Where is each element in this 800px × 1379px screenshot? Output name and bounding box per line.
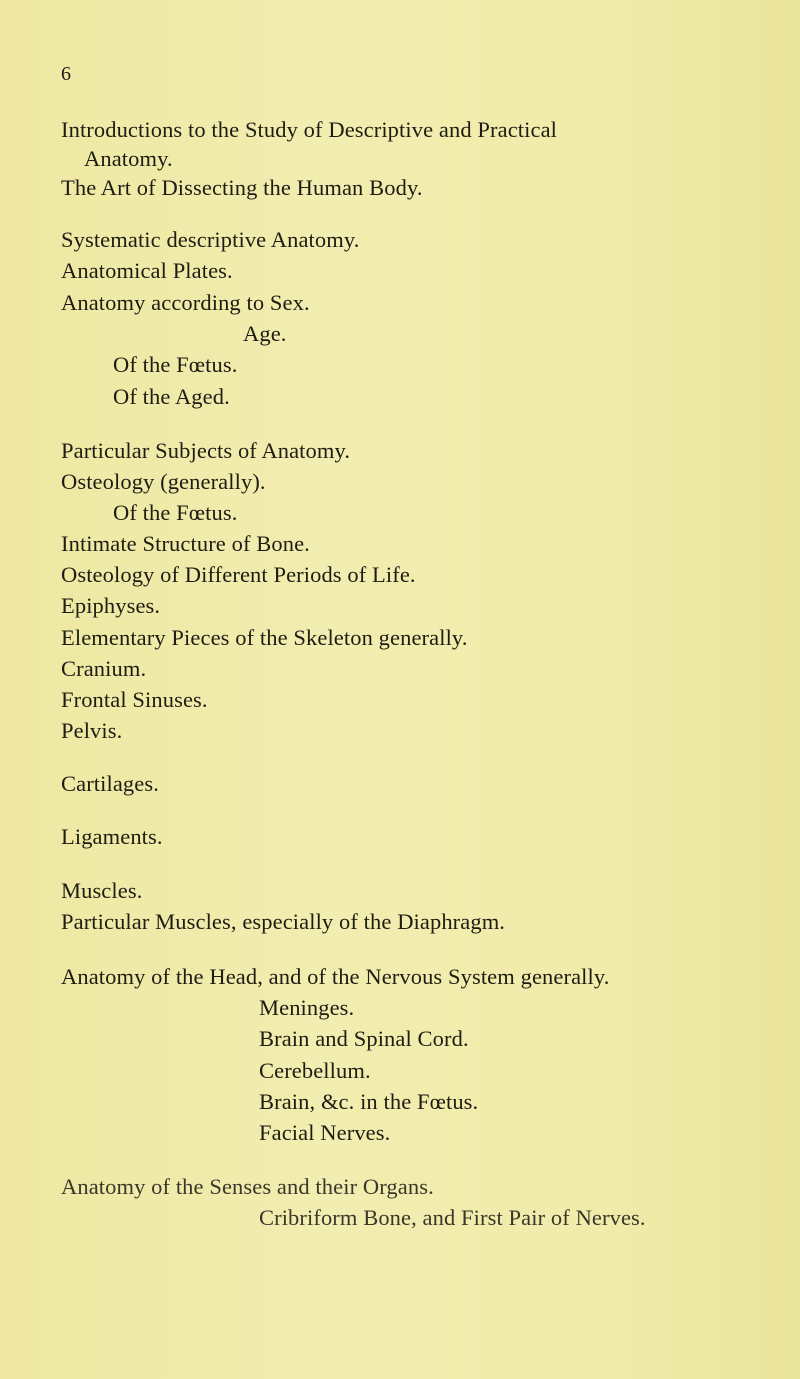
text-line: Cartilages.: [61, 771, 159, 796]
text-line: Osteology (generally).: [61, 469, 266, 494]
text-line: Anatomy of the Senses and their Organs.: [61, 1174, 434, 1199]
text-line: Particular Subjects of Anatomy.: [61, 438, 351, 463]
text-line: Anatomy of the Head, and of the Nervous System generally.: [61, 964, 610, 989]
text-line: Meninges.: [259, 995, 355, 1020]
text-line: Anatomy.: [84, 146, 173, 171]
text-line: Facial Nerves.: [259, 1120, 391, 1145]
text-line: Brain, &c. in the Fœtus.: [259, 1089, 479, 1114]
text-line: Ligaments.: [61, 824, 163, 849]
text-line: Age.: [243, 321, 287, 346]
text-line: Frontal Sinuses.: [61, 687, 208, 712]
text-line: Osteology of Different Periods of Life.: [61, 562, 416, 587]
text-line: Intimate Structure of Bone.: [61, 531, 310, 556]
text-line: Epiphyses.: [61, 593, 161, 618]
text-line: Anatomy according to Sex.: [61, 290, 310, 315]
text-line: Brain and Spinal Cord.: [259, 1026, 469, 1051]
text-line: Elementary Pieces of the Skeleton generally.: [61, 625, 468, 650]
text-line: The Art of Dissecting the Human Body.: [61, 175, 423, 200]
text-line: Introductions to the Study of Descriptive and Practical: [61, 117, 558, 142]
text-line: Cerebellum.: [259, 1058, 371, 1083]
text-line: Muscles.: [61, 878, 143, 903]
text-line: Cranium.: [61, 656, 147, 681]
text-line: Of the Fœtus.: [113, 352, 238, 377]
text-line: Particular Muscles, especially of the Diaphragm.: [61, 909, 506, 934]
text-line: Pelvis.: [61, 718, 123, 743]
text-line: Anatomical Plates.: [61, 258, 233, 283]
text-line: Of the Fœtus.: [113, 500, 238, 525]
text-line: Of the Aged.: [113, 384, 230, 409]
page-number: 6: [61, 63, 71, 85]
text-line: Systematic descriptive Anatomy.: [61, 227, 360, 252]
text-line: Cribriform Bone, and First Pair of Nerves.: [259, 1205, 646, 1230]
